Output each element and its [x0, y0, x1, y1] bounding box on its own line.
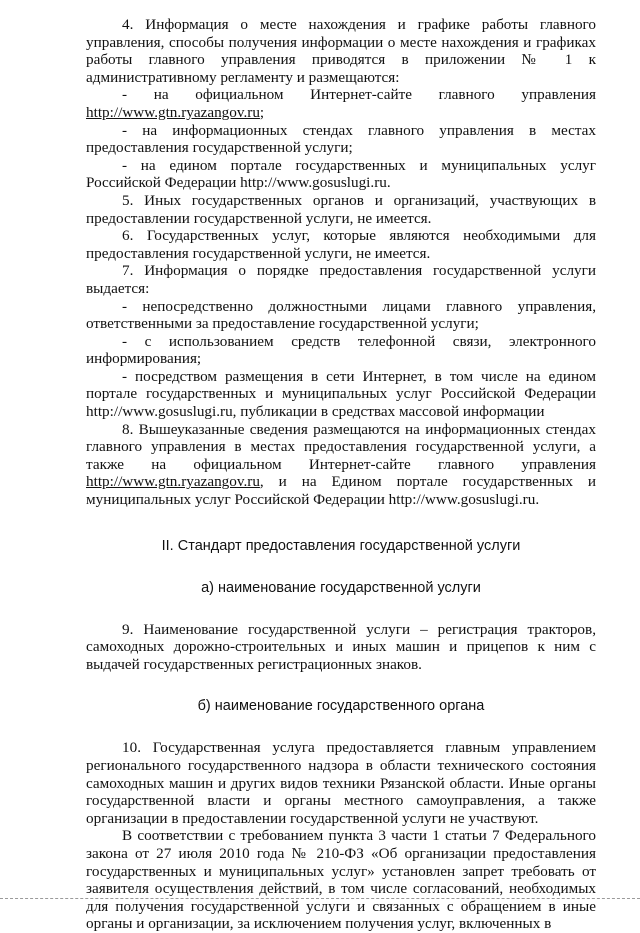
paragraph-8 [86, 421, 596, 509]
paragraph-6: 6. Государственных услуг, которые являются необходимыми для предоставления государственной услуги, не имеется. [86, 227, 596, 262]
site-link: http://www.gtn.ryazangov.ru [86, 103, 260, 121]
paragraph-4-portal: - на едином портале государственных и муниципальных услуг Российской Федерации http://www.gosuslugi.ru. [86, 156, 596, 192]
paragraph-10-law: В соответствии с требованием пункта 3 части 1 статьи 7 Федерального закона от 27 июля 2010 года № 210-ФЗ «Об организации предоставления государственных и муниципальных услуг» установлен запрет требовать от заявителя осуществления действий, в том числе согласований, необходимых для получения государственной услуги и связанных с обращением в иные органы и организации, за исключением получения услуг, включенных в [86, 827, 596, 933]
site-link-2: http://www.gtn.ryazangov.ru [86, 473, 260, 491]
paragraph-4: 4. Информация о месте нахождения и графике работы главного управления, способы получения информации о месте нахождения и графиках работы главного управления приводятся в приложении № 1 к административному регламенту и размещаются: [86, 16, 596, 86]
paragraph-4-site [86, 86, 596, 121]
paragraph-7-internet: - посредством размещения в сети Интернет, в том числе на едином портале государственных и муниципальных услуг Российской Федерации http://www.gosuslugi.ru, публикации в средствах массовой информации [86, 367, 596, 421]
paragraph-9: 9. Наименование государственной услуги – регистрация тракторов, самоходных дорожно-строительных и иных машин и прицепов к ним с выдачей государственных регистрационных знаков. [86, 620, 596, 673]
paragraph-5: 5. Иных государственных органов и организаций, участвующих в предоставлении государственной услуги, не имеется. [86, 191, 596, 227]
paragraph-8-suffix: , и на Едином портале государственных и муниципальных услуг Российской Федерации http://www.gosuslugi.ru. [86, 473, 596, 509]
section-heading: II. Стандарт предоставления государственной услуги [161, 537, 521, 554]
paragraph-4-stands: - на информационных стендах главного управления в местах предоставления государственной услуги; [86, 121, 596, 157]
paragraph-8-prefix: 8. Вышеуказанные сведения размещаются на информационных стендах главного управления в местах предоставления государственной услуги, а также на официальном Интернет-сайте главного управления [86, 420, 596, 473]
page-bottom-divider [0, 898, 640, 899]
paragraph-4-site-suffix: ; [259, 103, 265, 121]
subheading-a: а) наименование государственной услуги [201, 579, 481, 596]
subheading-b: б) наименование государственного органа [197, 698, 485, 715]
paragraph-7-phone: - с использованием средств телефонной связи, электронного информирования; [86, 332, 596, 368]
paragraph-10: 10. Государственная услуга предоставляется главным управлением регионального государственного надзора в области технического состояния самоходных машин и других видов техники Рязанской области. Иные органы государственной власти и органы местного самоуправления, а также организации в предоставлении государственной услуги не участвуют. [86, 739, 596, 827]
paragraph-7: 7. Информация о порядке предоставления государственной услуги выдается: [86, 262, 596, 297]
paragraph-4-site-prefix: - на официальном Интернет-сайте главного управления [122, 86, 596, 104]
paragraph-7-direct: - непосредственно должностными лицами главного управления, ответственными за предоставление государственной услуги; [86, 297, 596, 333]
